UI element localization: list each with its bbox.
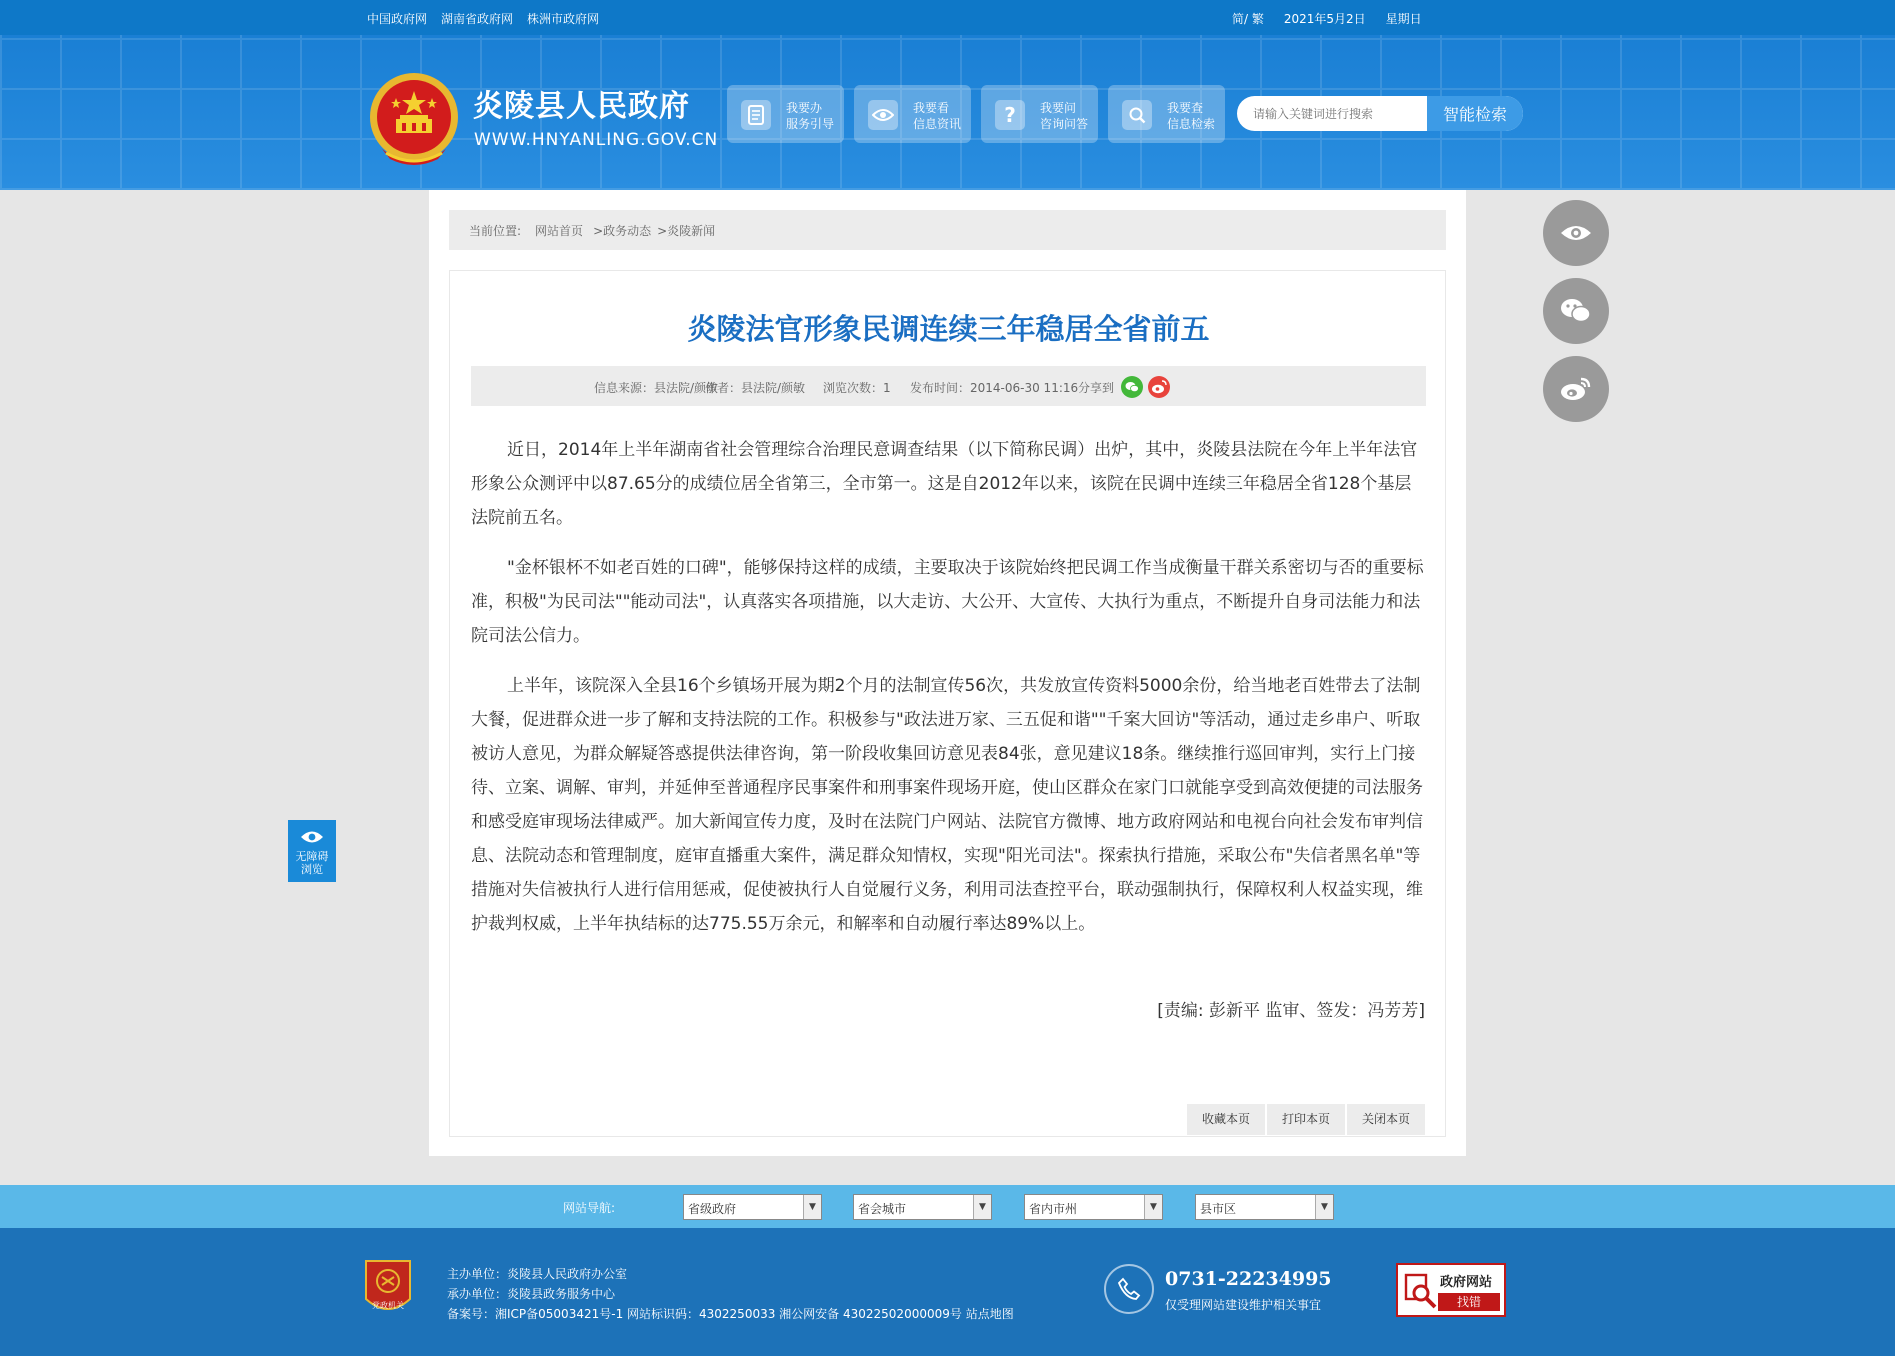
footer-organizer: 承办单位：炎陵县政务服务中心: [447, 1287, 616, 1301]
float-wechat-button[interactable]: [1543, 278, 1609, 344]
select-counties[interactable]: [1195, 1194, 1334, 1220]
site-navigation-bar: [0, 1185, 1895, 1228]
select-provincial-gov[interactable]: [683, 1194, 822, 1220]
breadcrumb: [449, 210, 1446, 250]
search-icon: [1122, 100, 1152, 130]
chevron-down-icon: ▼: [1144, 1195, 1162, 1219]
quick-button-line2: 服务引导: [786, 117, 835, 131]
float-eye-button[interactable]: [1543, 200, 1609, 266]
quick-button-line2: 信息资讯: [913, 117, 962, 131]
article: [449, 270, 1446, 1137]
quick-button-line2: 信息检索: [1167, 117, 1216, 131]
meta-author: 作者：县法院/颜敏: [705, 381, 806, 395]
link-china-gov[interactable]: 中国政府网: [367, 12, 428, 26]
eye-icon: [300, 829, 324, 845]
phone-icon: [1104, 1264, 1154, 1314]
top-right-info: [1232, 10, 1422, 27]
quick-button-line2: 咨询问答: [1040, 117, 1089, 131]
chevron-down-icon: ▼: [803, 1195, 821, 1219]
site-title[interactable]: 炎陵县人民政府: [473, 89, 690, 124]
breadcrumb-news[interactable]: >炎陵新闻: [657, 223, 716, 238]
question-icon: ?: [995, 100, 1025, 130]
current-weekday: 星期日: [1385, 12, 1422, 26]
meta-source: 信息来源：县法院/颜敏: [594, 381, 719, 395]
quick-button-search[interactable]: [1108, 85, 1225, 143]
search-button[interactable]: 智能检索: [1427, 96, 1523, 131]
footer-sponsor: 主办单位：炎陵县人民政府办公室: [447, 1267, 628, 1281]
wechat-share-icon[interactable]: [1121, 376, 1143, 398]
accessibility-label-1: 无障碍: [295, 850, 329, 863]
magnifier-icon: [1404, 1273, 1438, 1309]
article-editor: [责编: 彭新平 监审、签发：冯芳芳]: [1157, 1001, 1425, 1021]
article-actions: [1187, 1104, 1425, 1135]
breadcrumb-prefix: 当前位置:: [469, 223, 522, 238]
select-value: 省会城市: [858, 1202, 907, 1216]
site-footer: [0, 1228, 1895, 1356]
report-error-badge[interactable]: [1396, 1263, 1506, 1317]
report-error-title: 政府网站: [1440, 1275, 1493, 1290]
meta-share-label: 分享到: [1078, 381, 1115, 395]
print-page-button[interactable]: 打印本页: [1267, 1104, 1345, 1135]
eye-icon: [1559, 223, 1593, 243]
article-body: [471, 433, 1426, 957]
float-weibo-button[interactable]: [1543, 356, 1609, 422]
quick-button-line1: 我要办: [786, 101, 823, 115]
top-links: [367, 10, 599, 27]
party-government-badge-icon[interactable]: [362, 1257, 414, 1319]
article-title: 炎陵法官形象民调连续三年稳居全省前五: [687, 312, 1210, 346]
site-domain: WWW.HNYANLING.GOV.CN: [474, 130, 719, 150]
search-box: [1237, 96, 1523, 131]
footer-record[interactable]: 备案号：湘ICP备05003421号-1 网站标识码：4302250033 湘公网安备 43022502000009号 站点地图: [447, 1307, 1014, 1321]
accessibility-label-2: 浏览: [301, 863, 323, 876]
meta-published: 发布时间：2014-06-30 11:16: [910, 381, 1079, 395]
chevron-down-icon: ▼: [973, 1195, 991, 1219]
national-emblem-icon: [366, 71, 462, 175]
quick-button-ask[interactable]: [981, 85, 1098, 143]
weibo-share-icon[interactable]: [1148, 376, 1170, 398]
lang-toggle[interactable]: 简/ 繁: [1232, 12, 1264, 26]
quick-button-line1: 我要问: [1040, 101, 1077, 115]
article-paragraph: "金杯银杯不如老百姓的口碑"，能够保持这样的成绩，主要取决于该院始终把民调工作当成衡量干群关系密切与否的重要标准，积极"为民司法""能动司法"，认真落实各项措施，以大走访、大公开、大宣传、大执行为重点，不断提升自身司法能力和法院司法公信力。: [471, 558, 1424, 646]
quick-button-line1: 我要查: [1167, 101, 1204, 115]
link-hunan-gov[interactable]: 湖南省政府网: [441, 12, 514, 26]
link-zhuzhou-gov[interactable]: 株洲市政府网: [527, 12, 600, 26]
breadcrumb-home[interactable]: 网站首页: [535, 223, 584, 238]
weibo-icon: [1559, 375, 1593, 403]
party-badge-label: 党政机关: [372, 1301, 404, 1310]
bookmark-page-button[interactable]: 收藏本页: [1187, 1104, 1265, 1135]
article-paragraph: 上半年，该院深入全县16个乡镇场开展为期2个月的法制宣传56次，共发放宣传资料5000余份，给当地老百姓带去了法制大餐，促进群众进一步了解和支持法院的工作。积极参与"政法进万家、三五促和谐""千案大回访"等活动，通过走乡串户、听取被访人意见，为群众解疑答惑提供法律咨询，第一阶段收集回访意见表84张，意见建议18条。继续推行巡回审判，实行上门接待、立案、调解、审判，并延伸至普通程序民事案件和刑事案件现场开庭，使山区群众在家门口就能享受到高效便捷的司法服务和感受庭审现场法律威严。加大新闻宣传力度，及时在法院门户网站、法院官方微博、地方政府网站和电视台向社会发布审判信息、法院动态和管理制度，庭审直播重大案件，满足群众知情权，实现"阳光司法"。探索执行措施，采取公布"失信者黑名单"等措施对失信被执行人进行信用惩戒，促使被执行人自觉履行义务，利用司法查控平台，联动强制执行，保障权利人权益实现，维护裁判权威，上半年执结标的达775.55万余元，和解率和自动履行率达89%以上。: [471, 676, 1423, 934]
footer-phone: 0731-22234995: [1165, 1268, 1332, 1290]
select-prefecture-cities[interactable]: [1024, 1194, 1163, 1220]
breadcrumb-politics[interactable]: >政务动态: [593, 223, 652, 238]
close-page-button[interactable]: 关闭本页: [1347, 1104, 1425, 1135]
navigation-label: 网站导航:: [563, 1201, 616, 1215]
top-bar: [0, 0, 1895, 35]
article-meta: [471, 366, 1426, 406]
wechat-icon: [1559, 297, 1593, 325]
meta-views: 浏览次数：1: [823, 381, 891, 395]
search-input[interactable]: [1237, 96, 1427, 131]
select-value: 县市区: [1200, 1202, 1237, 1216]
select-value: 省内市州: [1029, 1202, 1078, 1216]
current-date: 2021年5月2日: [1283, 12, 1366, 26]
quick-button-line1: 我要看: [913, 101, 950, 115]
article-paragraph: 近日，2014年上半年湖南省社会管理综合治理民意调查结果（以下简称民调）出炉，其中，炎陵县法院在今年上半年法官形象公众测评中以87.65分的成绩位居全省第三，全市第一。这是自2012年以来，该院在民调中连续三年稳居全省128个基层法院前五名。: [471, 440, 1418, 528]
select-capital-cities[interactable]: [853, 1194, 992, 1220]
quick-button-services[interactable]: [727, 85, 844, 143]
document-icon: [741, 100, 771, 130]
site-header: [0, 35, 1895, 190]
select-value: 省级政府: [688, 1202, 737, 1216]
report-error-label: 找错: [1438, 1293, 1500, 1311]
chevron-down-icon: ▼: [1315, 1195, 1333, 1219]
eye-icon: [868, 100, 898, 130]
accessibility-button[interactable]: [288, 820, 336, 882]
footer-phone-note: 仅受理网站建设维护相关事宜: [1165, 1298, 1322, 1312]
quick-button-info[interactable]: [854, 85, 971, 143]
